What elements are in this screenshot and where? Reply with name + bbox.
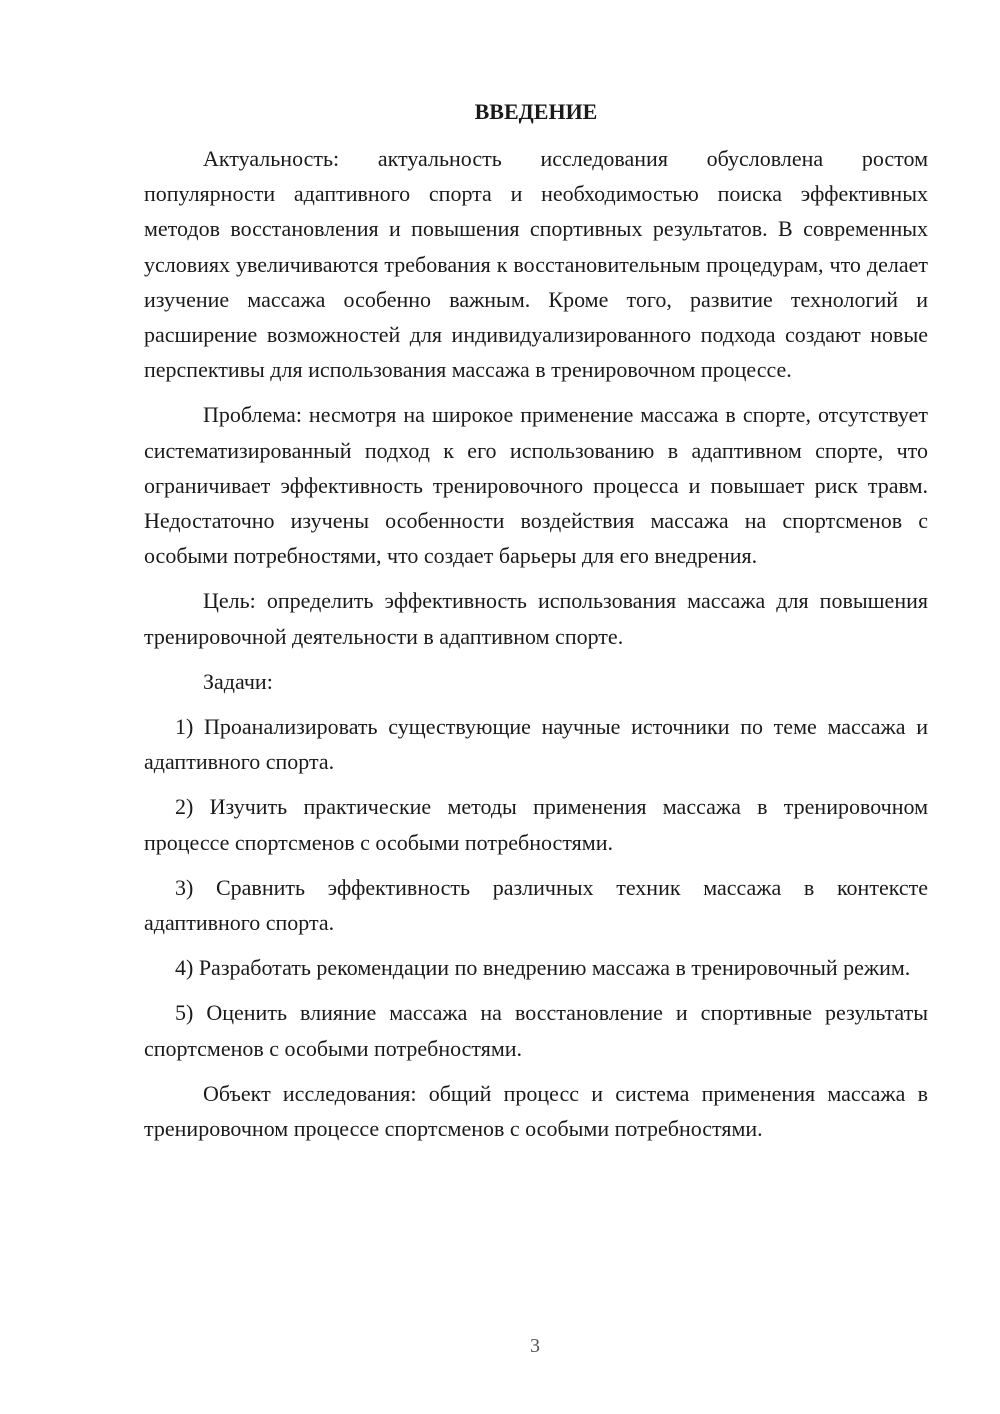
task-item-2: 2) Изучить практические методы применения массажа в тренировочном процессе спортсменов с особыми потребностями. (144, 794, 928, 855)
page-title: ВВЕДЕНИЕ (474, 99, 598, 124)
object-paragraph: Объект исследования: общий процесс и система применения массажа в тренировочном процессе спортсменов с особыми потребностями. (144, 1080, 928, 1142)
task-item-1: 1) Проанализировать существующие научные источники по теме массажа и адаптивного спорта. (144, 714, 928, 775)
page-number: 3 (530, 1335, 540, 1357)
task-item-4: 4) Разработать рекомендации по внедрению массажа в тренировочный режим. (175, 955, 911, 981)
problem-paragraph: Проблема: несмотря на широкое применение массажа в спорте, отсутствует систематизированный подход к его использованию в адаптивном спорте, что ограничивает эффективность тренировочного процесса и повышает риск травм. Недостаточно изучены особенности воздействия массажа на спортсменов с особыми потребностями, что создает барьеры для его внедрения. (144, 402, 928, 569)
goal-paragraph: Цель: определить эффективность использования массажа для повышения тренировочной деятельности в адаптивном спорте. (144, 588, 928, 649)
task-item-5: 5) Оценить влияние массажа на восстановление и спортивные результаты спортсменов с особыми потребностями. (144, 1000, 928, 1061)
document-body (144, 94, 928, 1146)
task-item-3: 3) Сравнить эффективность различных техник массажа в контексте адаптивного спорта. (144, 874, 928, 936)
tasks-label: Задачи: (203, 668, 273, 694)
relevance-paragraph: Актуальность: актуальность исследования обусловлена ростом популярности адаптивного спорта и необходимостью поиска эффективных методов восстановления и повышения спортивных результатов. В современных условиях увеличиваются требования к восстановительным процедурам, что делает изучение массажа особенно важным. Кроме того, развитие технологий и расширение возможностей для индивидуализированного подхода создают новые перспективы для использования массажа в тренировочном процессе. (144, 146, 928, 383)
